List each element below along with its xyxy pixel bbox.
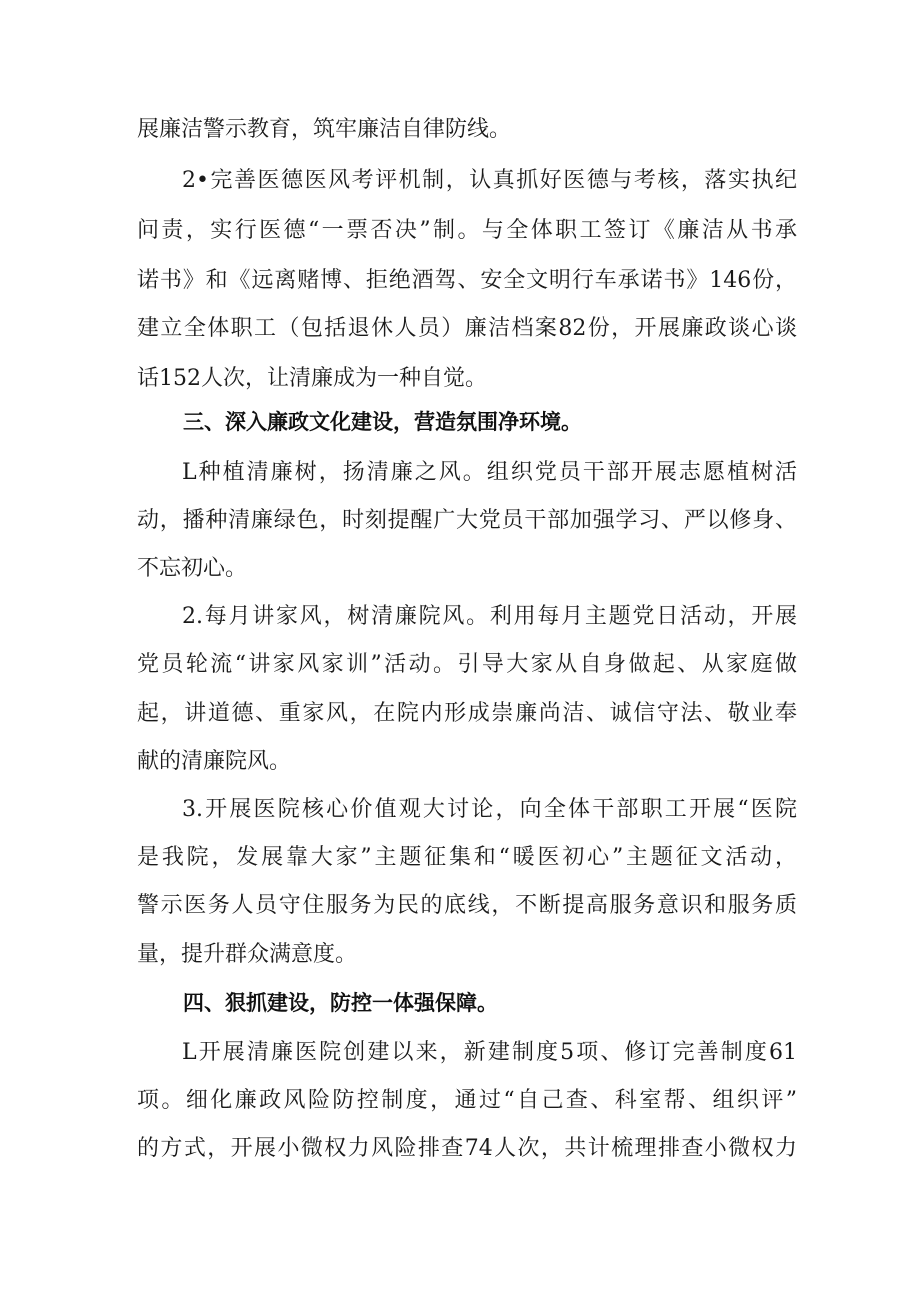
- text-line: 量，提升群众满意度。: [137, 942, 358, 967]
- text-line: 起，讲道德、重家风，在院内形成崇廉尚洁、诚信守法、敬业奉: [137, 701, 797, 726]
- text-line: L开展清廉医院创建以来，新建制度5项、修订完善制度61: [182, 1040, 797, 1065]
- section-heading: 四、狠抓建设，防控一体强保障。: [183, 991, 498, 1015]
- text-line: 项。细化廉政风险防控制度，通过“自己查、科室帮、组织评”: [137, 1088, 797, 1113]
- text-line: 献的清廉院风。: [137, 749, 292, 774]
- text-line: 话152人次，让清廉成为一种自觉。: [137, 366, 487, 391]
- text-line: 3.开展医院核心价值观大讨论，向全体干部职工开展“医院: [182, 797, 797, 822]
- text-line: 的方式，开展小微权力风险排查74人次，共计梳理排查小微权力: [137, 1136, 797, 1161]
- text-line: 建立全体职工（包括退休人员）廉洁档案82份，开展廉政谈心谈: [137, 316, 797, 341]
- text-line: 党员轮流“讲家风家训”活动。引导大家从自身做起、从家庭做: [137, 652, 797, 677]
- text-line: L种植清廉树，扬清廉之风。组织党员干部开展志愿植树活: [182, 460, 797, 485]
- text-line: 诺书》和《远离赌博、拒绝酒驾、安全文明行车承诺书》146份，: [137, 268, 797, 293]
- text-line: 动，播种清廉绿色，时刻提醒广大党员干部加强学习、严以修身、: [137, 508, 797, 533]
- text-line: 2.每月讲家风，树清廉院风。利用每月主题党日活动，开展: [182, 604, 797, 629]
- text-line: 是我院，发展靠大家”主题征集和“暖医初心”主题征文活动，: [137, 845, 797, 870]
- text-line: 不忘初心。: [137, 556, 248, 581]
- text-line: 2•完善医德医风考评机制，认真抓好医德与考核，落实执纪: [182, 168, 797, 193]
- text-line: 问责，实行医德“一票否决”制。与全体职工签订《廉洁从书承: [137, 218, 797, 243]
- text-line: 警示医务人员守住服务为民的底线，不断提高服务意识和服务质: [137, 893, 797, 918]
- section-heading: 三、深入廉政文化建设，营造氛围净环境。: [183, 410, 582, 434]
- text-line: 展廉洁警示教育，筑牢廉洁自律防线。: [137, 117, 512, 142]
